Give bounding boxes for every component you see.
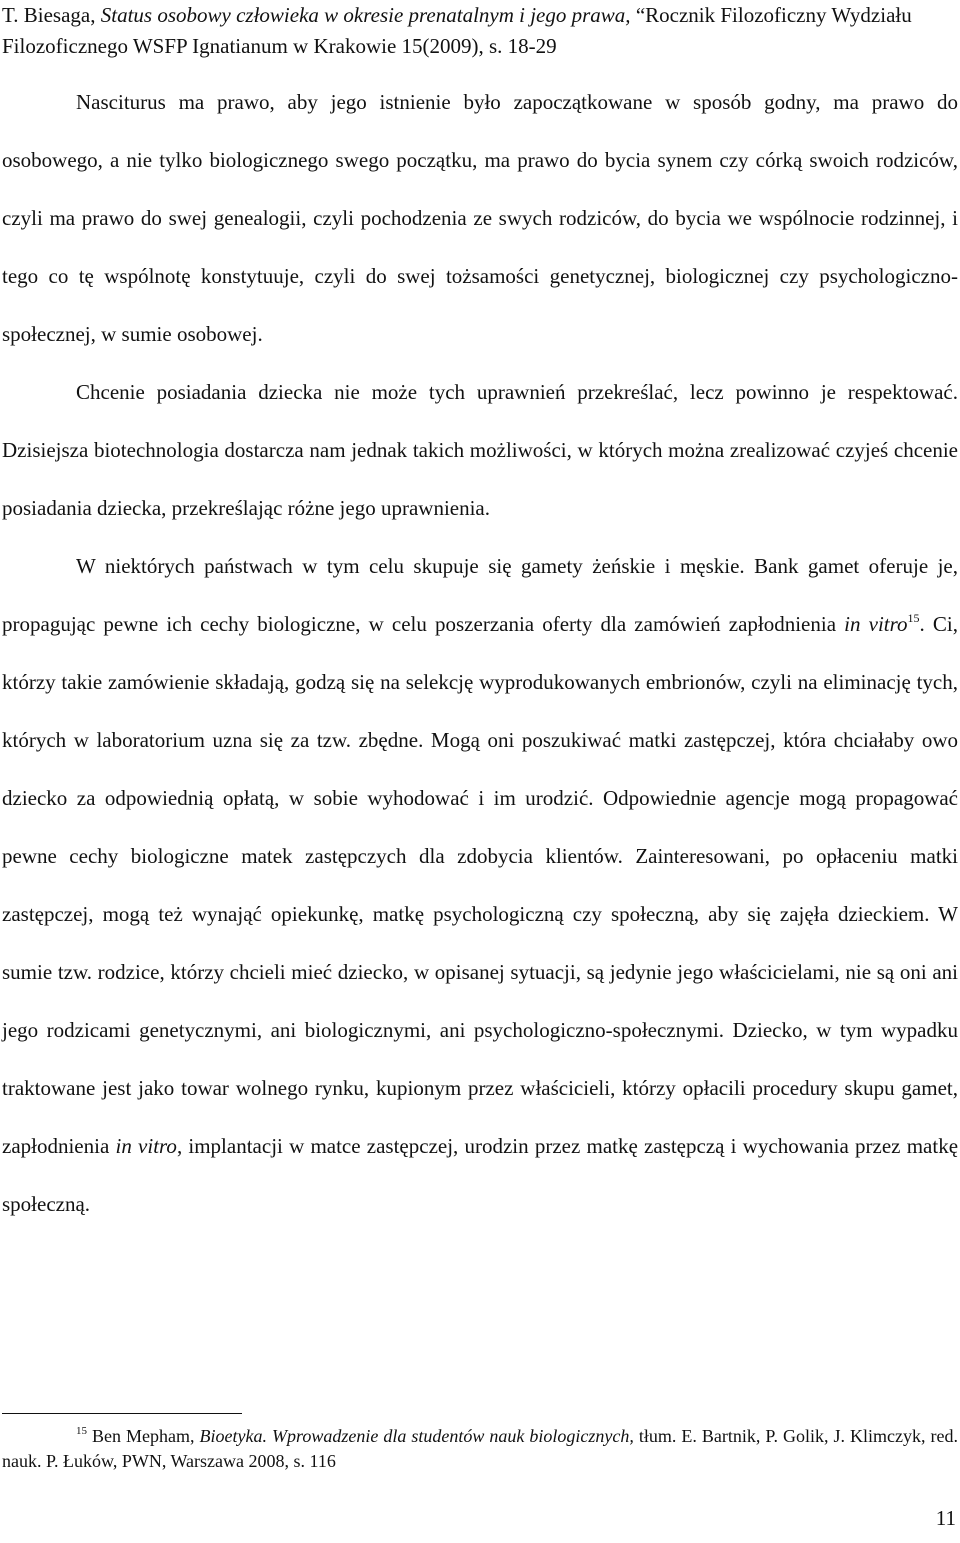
header-article-title: Status osobowy człowieka w okresie prenatalnym i jego prawa, <box>100 3 631 27</box>
footnote-details: tłum. E. Bartnik, P. Golik, J. Klimczyk, red. nauk. P. Łuków, PWN, Warszawa 2008, s. 116 <box>2 1426 958 1471</box>
footnote-separator <box>2 1413 242 1414</box>
body-text <box>2 73 958 1233</box>
footnote-number: 15 <box>76 1425 87 1437</box>
paragraph-3-part-3: , implantacji w matce zastępczej, urodzin przez matkę zastępczą i wychowania przez matkę społeczną. <box>2 1134 959 1216</box>
running-header <box>2 0 958 62</box>
paragraph-2: Chcenie posiadania dziecka nie może tych uprawnień przekreślać, lecz powinno je respektować. Dzisiejsza biotechnologia dostarcza nam jednak takich możliwości, w których można zrealizować czyjeś chcenie posiadania dziecka, przekreślając różne jego uprawnienia. <box>2 380 958 520</box>
italic-in-vitro-2: in vitro <box>115 1134 177 1158</box>
footnote <box>2 1424 958 1474</box>
footnote-author: Ben Mepham, <box>87 1426 200 1446</box>
header-journal: “Rocznik Filozoficzny Wydziału Filozoficznego WSFP Ignatianum w Krakowie 15(2009), s. 18-29 <box>2 3 912 58</box>
paragraph-1: Nasciturus ma prawo, aby jego istnienie było zapoczątkowane w sposób godny, ma prawo do osobowego, a nie tylko biologicznego swego początku, ma prawo do bycia synem czy córką swoich rodziców, czyli ma prawo do swej genealogii, czyli pochodzenia ze swych rodziców, do bycia we wspólnocie rodzinnej, i tego co tę wspólnotę konstytuuje, czyli do swej tożsamości genetycznej, biologicznej czy psychologiczno-społecznej, w sumie osobowej. <box>2 90 958 346</box>
paragraph-3-part-2: . Ci, którzy takie zamówienie składają, godzą się na selekcję wyprodukowanych embrionów, czyli na eliminację tych, których w laboratorium uzna się za tzw. zbędne. Mogą oni poszukiwać matki zastępczej, która chciałaby owo dziecko za odpowiednią opłatą, w sobie wyhodować i im urodzić. Odpowiednie agencje mogą propagować pewne cechy biologiczne matek zastępczych dla zdobycia klientów. Zainteresowani, po opłaceniu matki zastępczej, mogą też wynająć opiekunkę, matkę psychologiczną czy społeczną, aby się zajęła dzieckiem. W sumie tzw. rodzice, którzy chcieli mieć dziecko, w opisanej sytuacji, są jedynie jego właścicielami, nie są oni ani jego rodzicami genetycznymi, ani biologicznymi, ani psychologiczno-społecznymi. Dziecko, w tym wypadku traktowane jest jako towar wolnego rynku, kupionym przez właścicieli, którzy opłacili procedury skupu gamet, zapłodnienia <box>2 612 959 1158</box>
page-number: 11 <box>935 1506 956 1530</box>
paragraph-3 <box>2 537 958 1233</box>
header-author: T. Biesaga, <box>2 3 101 27</box>
footnote-book-title: Bioetyka. Wprowadzenie dla studentów nauk biologicznych, <box>199 1426 634 1446</box>
footnote-reference: 15 <box>907 611 920 625</box>
italic-in-vitro: in vitro <box>844 612 908 636</box>
paragraph-3-part-1: W niektórych państwach w tym celu skupuje się gamety żeńskie i męskie. Bank gamet oferuje je, propagując pewne ich cechy biologiczne, w celu poszerzania oferty dla zamówień zapłodnienia <box>2 554 958 636</box>
